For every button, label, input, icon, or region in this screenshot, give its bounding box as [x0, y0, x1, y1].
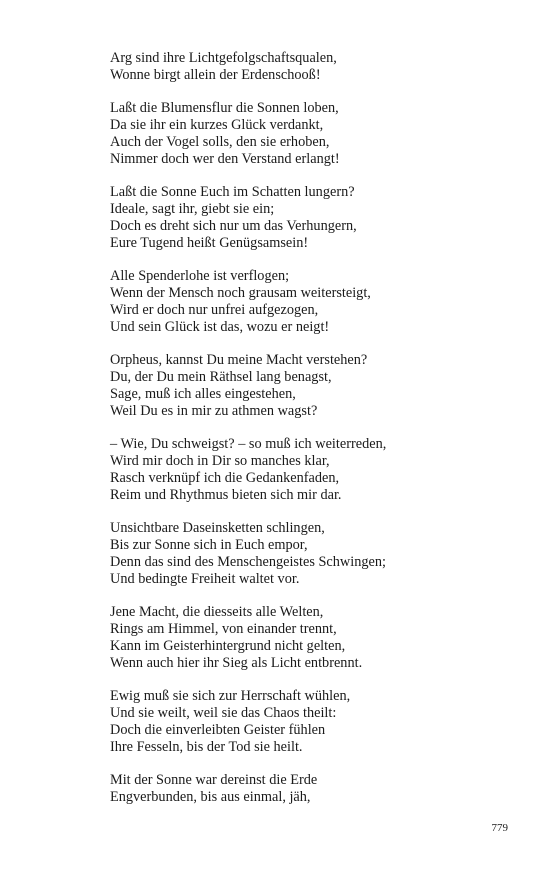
verse-line: Wenn auch hier ihr Sieg als Licht entbrennt. [110, 654, 363, 671]
verse-line: – Wie, Du schweigst? – so muß ich weiterreden, [110, 436, 387, 453]
verse-line: Du, der Du mein Räthsel lang benagst, [110, 369, 332, 386]
verse-line: Laßt die Blumensflur die Sonnen loben, [110, 100, 339, 117]
stanza-3 [110, 184, 530, 251]
stanza-7 [110, 520, 530, 587]
verse-line: Orpheus, kannst Du meine Macht verstehen? [110, 352, 368, 369]
verse-line: Wonne birgt allein der Erdenschooß! [110, 66, 321, 83]
verse-line: Mit der Sonne war dereinst die Erde [110, 772, 318, 789]
stanza-6 [110, 436, 530, 503]
verse-line: Wird mir doch in Dir so manches klar, [110, 453, 330, 470]
verse-line: Und sein Glück ist das, wozu er neigt! [110, 318, 330, 335]
verse-line: Reim und Rhythmus bieten sich mir dar. [110, 486, 342, 503]
verse-line: Und bedingte Freiheit waltet vor. [110, 570, 300, 587]
verse-line: Da sie ihr ein kurzes Glück verdankt, [110, 117, 324, 134]
verse-line: Und sie weilt, weil sie das Chaos theilt: [110, 705, 337, 722]
verse-line: Arg sind ihre Lichtgefolgschaftsqualen, [110, 50, 337, 66]
verse-line: Rasch verknüpf ich die Gedankenfaden, [110, 469, 340, 486]
page-number: 779 [491, 822, 508, 834]
verse-line: Ewig muß sie sich zur Herrschaft wühlen, [110, 688, 351, 705]
verse-line: Auch der Vogel solls, den sie erhoben, [110, 133, 330, 150]
stanza-4 [110, 268, 530, 335]
verse-line: Alle Spenderlohe ist verflogen; [110, 268, 290, 285]
verse-line: Jene Macht, die diesseits alle Welten, [110, 604, 324, 621]
verse-line: Engverbunden, bis aus einmal, jäh, [110, 789, 311, 806]
verse-line: Kann im Geisterhintergrund nicht gelten, [110, 637, 346, 654]
verse-line: Laßt die Sonne Euch im Schatten lungern? [110, 184, 355, 201]
stanza-9 [110, 688, 530, 755]
verse-line: Ihre Fesseln, bis der Tod sie heilt. [110, 738, 303, 755]
verse-line: Sage, muß ich alles eingestehen, [110, 385, 296, 402]
verse-line: Wird er doch nur unfrei aufgezogen, [110, 301, 319, 318]
verse-line: Doch es dreht sich nur um das Verhungern, [110, 217, 357, 234]
stanza-2 [110, 100, 530, 167]
stanza-1 [110, 50, 530, 84]
verse-line: Denn das sind des Menschengeistes Schwingen; [110, 553, 386, 570]
verse-line: Rings am Himmel, von einander trennt, [110, 621, 337, 638]
verse-line: Nimmer doch wer den Verstand erlangt! [110, 150, 340, 167]
stanza-5 [110, 352, 530, 419]
verse-line: Wenn der Mensch noch grausam weitersteigt, [110, 285, 371, 302]
stanza-8 [110, 604, 530, 671]
verse-line: Bis zur Sonne sich in Euch empor, [110, 537, 308, 554]
poem-text [110, 50, 530, 823]
verse-line: Weil Du es in mir zu athmen wagst? [110, 402, 318, 419]
verse-line: Eure Tugend heißt Genügsamsein! [110, 234, 309, 251]
verse-line: Doch die einverleibten Geister fühlen [110, 721, 326, 738]
verse-line: Unsichtbare Daseinsketten schlingen, [110, 520, 325, 537]
verse-line: Ideale, sagt ihr, giebt sie ein; [110, 201, 275, 218]
stanza-10 [110, 772, 530, 806]
